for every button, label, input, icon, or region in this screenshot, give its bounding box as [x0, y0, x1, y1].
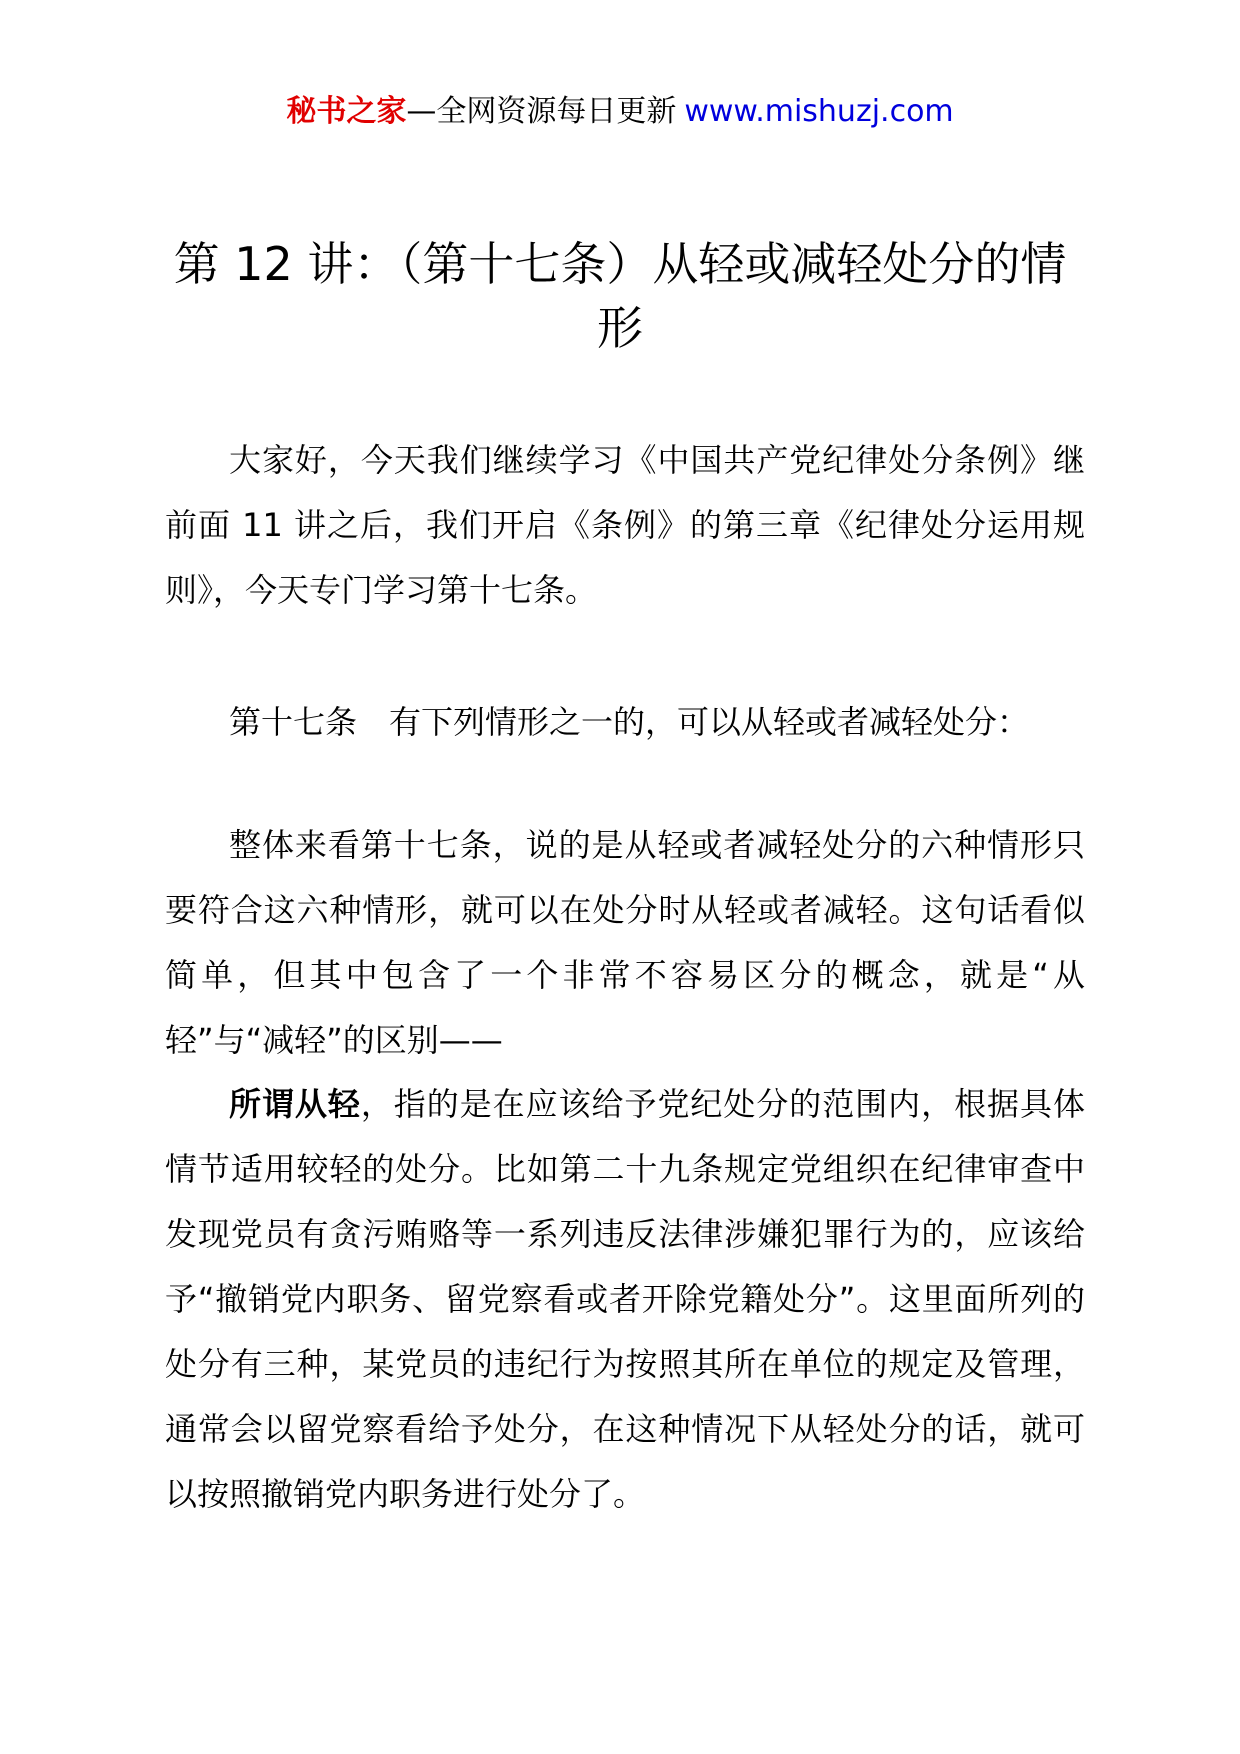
- lenient-body: ，指的是在应该给予党纪处分的范围内，根据具体情节适用较轻的处分。比如第二十九条规定党组织在纪律审查中发现党员有贪污贿赂等一系列违反法律涉嫌犯罪行为的，应该给予“撤销党内职务、留党察看或者开除党籍处分”。这里面所列的处分有三种，某党员的违纪行为按照其所在单位的规定及管理，通常会以留党察看给予处分，在这种情况下从轻处分的话，就可以按照撤销党内职务进行处分了。: [165, 1085, 1085, 1513]
- site-header: [0, 92, 1240, 132]
- site-tagline: —全网资源每日更新: [406, 94, 677, 129]
- article-paragraph: 第十七条 有下列情形之一的，可以从轻或者减轻处分：: [229, 703, 1030, 741]
- lenient-term: 所谓从轻: [229, 1085, 361, 1123]
- intro-paragraph: 大家好，今天我们继续学习《中国共产党纪律处分条例》继前面 11 讲之后，我们开启《条例》的第三章《纪律处分运用规则》，今天专门学习第十七条。: [165, 441, 1085, 609]
- document-title: 第 12 讲：（第十七条）从轻或减轻处分的情形: [173, 237, 1067, 355]
- overview-paragraph: 整体来看第十七条，说的是从轻或者减轻处分的六种情形只要符合这六种情形，就可以在处分时从轻或者减轻。这句话看似简单，但其中包含了一个非常不容易区分的概念，就是“从轻”与“减轻”的区别——: [165, 826, 1085, 1059]
- site-url-link[interactable]: www.mishuzj.com: [684, 94, 954, 129]
- lenient-definition-paragraph: [165, 1072, 1085, 1527]
- site-brand: 秘书之家: [286, 94, 407, 129]
